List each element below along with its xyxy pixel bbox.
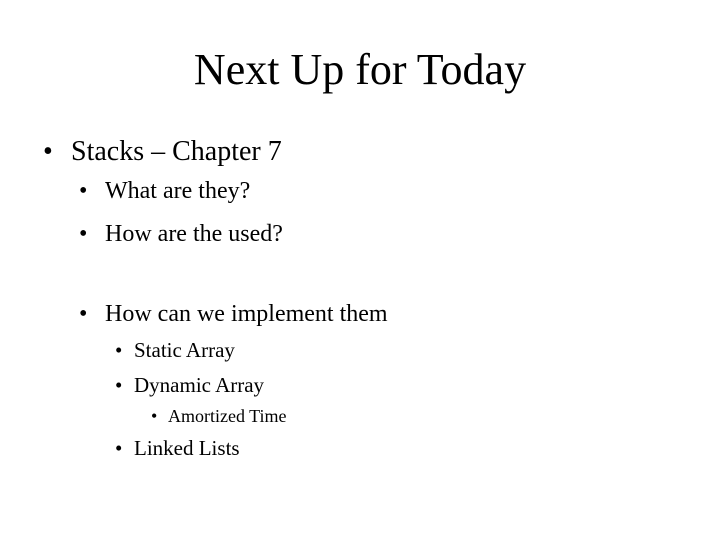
bullet-icon: •: [43, 136, 53, 167]
bullet-stacks-chapter: [43, 136, 282, 168]
bullet-icon: •: [79, 221, 88, 247]
bullet-how-implement: [79, 300, 388, 328]
bullet-what-are-they: [79, 177, 250, 205]
bullet-text: How are the used?: [105, 221, 283, 247]
bullet-linked-lists: [115, 436, 240, 460]
bullet-text: Linked Lists: [134, 436, 240, 460]
bullet-text: Static Array: [134, 338, 235, 362]
bullet-dynamic-array: [115, 373, 264, 397]
bullet-text: Amortized Time: [168, 406, 287, 426]
bullet-amortized-time: [151, 405, 287, 427]
bullet-icon: •: [115, 436, 123, 460]
slide-title: Next Up for Today: [193, 45, 527, 94]
bullet-icon: •: [151, 406, 158, 426]
bullet-text: How can we implement them: [105, 301, 388, 327]
bullet-icon: •: [79, 178, 88, 204]
bullet-text: Dynamic Array: [134, 373, 265, 397]
bullet-text: Stacks – Chapter 7: [71, 136, 282, 167]
bullet-icon: •: [115, 338, 123, 362]
bullet-text: What are they?: [105, 178, 251, 204]
bullet-icon: •: [79, 301, 88, 327]
bullet-static-array: [115, 338, 235, 362]
bullet-how-used: [79, 220, 283, 248]
bullet-icon: •: [115, 373, 123, 397]
